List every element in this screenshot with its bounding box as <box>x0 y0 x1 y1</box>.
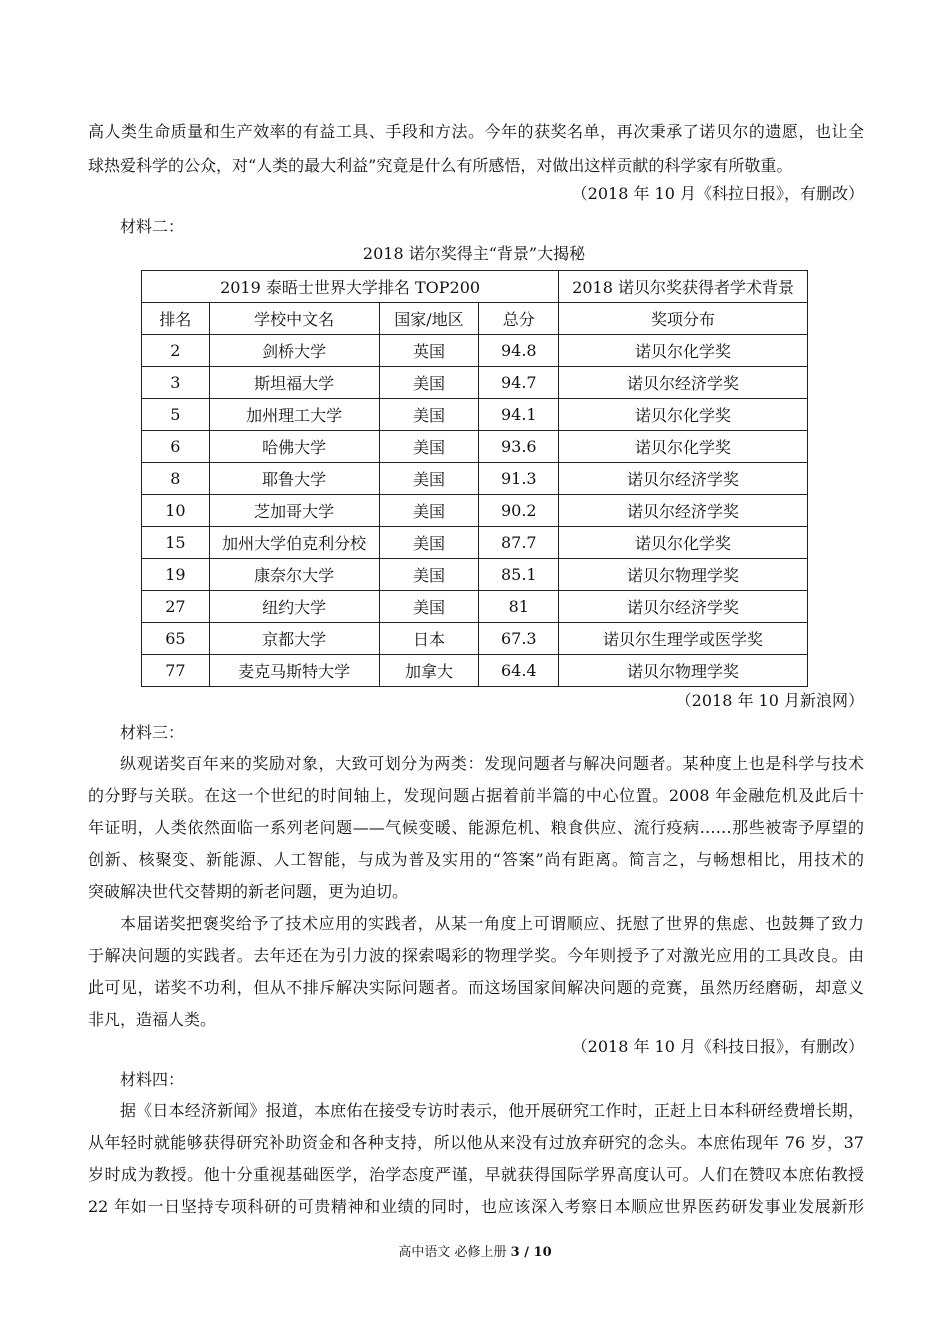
table-row <box>142 367 808 399</box>
award-cell: 诺贝尔生理学或医学奖 <box>559 623 808 655</box>
ranking-table <box>141 270 808 687</box>
country-cell: 加拿大 <box>379 655 479 687</box>
country-cell: 美国 <box>379 559 479 591</box>
award-cell: 诺贝尔经济学奖 <box>559 463 808 495</box>
rank-cell: 27 <box>142 591 210 623</box>
paragraph-line: 非凡，造福人类。 <box>88 1010 217 1029</box>
page-number: 3 / 10 <box>510 1245 552 1260</box>
school-cell: 剑桥大学 <box>209 335 379 367</box>
school-cell: 芝加哥大学 <box>209 495 379 527</box>
material-3-label: 材料三： <box>120 723 185 742</box>
column-header: 国家/地区 <box>379 303 479 335</box>
paragraph-line: 年证明，人类依然面临一系列老问题——气候变暖、能源危机、粮食供应、流行疫病……那些被寄予厚望的 <box>88 818 864 837</box>
award-cell: 诺贝尔化学奖 <box>559 527 808 559</box>
score-cell: 94.8 <box>479 335 559 367</box>
rank-cell: 3 <box>142 367 210 399</box>
page-footer <box>0 1244 950 1262</box>
column-header: 排名 <box>142 303 210 335</box>
paragraph-line: 此可见，诺奖不功利，但从不排斥解决实际问题者。而这场国家间解决问题的竞赛，虽然历经磨砺，却意义 <box>88 978 864 997</box>
table-title: 2018 诺尔奖得主“背景”大揭秘 <box>362 244 586 263</box>
table-row <box>142 623 808 655</box>
score-cell: 93.6 <box>479 431 559 463</box>
column-header: 奖项分布 <box>559 303 808 335</box>
rank-cell: 77 <box>142 655 210 687</box>
country-cell: 美国 <box>379 463 479 495</box>
award-cell: 诺贝尔物理学奖 <box>559 559 808 591</box>
school-cell: 康奈尔大学 <box>209 559 379 591</box>
school-cell: 斯坦福大学 <box>209 367 379 399</box>
paragraph-line: 从年轻时就能够获得研究补助资金和各种支持，所以他从来没有过放弃研究的念头。本庶佑现年 76 岁，37 <box>88 1133 864 1152</box>
rank-cell: 10 <box>142 495 210 527</box>
score-cell: 90.2 <box>479 495 559 527</box>
table-group-header-row <box>142 271 808 303</box>
column-header: 学校中文名 <box>209 303 379 335</box>
school-cell: 耶鲁大学 <box>209 463 379 495</box>
school-cell: 纽约大学 <box>209 591 379 623</box>
score-cell: 94.7 <box>479 367 559 399</box>
table-row <box>142 335 808 367</box>
table-row <box>142 431 808 463</box>
rank-cell: 2 <box>142 335 210 367</box>
table-row <box>142 591 808 623</box>
source-citation: （2018 年 10 月新浪网） <box>675 691 864 710</box>
group-header-ranking: 2019 泰晤士世界大学排名 TOP200 <box>142 271 559 303</box>
paragraph-line: 创新、核聚变、新能源、人工智能，与成为普及实用的“答案”尚有距离。简言之，与畅想相比，用技术的 <box>88 850 864 869</box>
source-citation: （2018 年 10 月《科拉日报》，有删改） <box>571 184 864 203</box>
score-cell: 64.4 <box>479 655 559 687</box>
school-cell: 麦克马斯特大学 <box>209 655 379 687</box>
school-cell: 加州大学伯克利分校 <box>209 527 379 559</box>
table-row <box>142 559 808 591</box>
rank-cell: 5 <box>142 399 210 431</box>
table-header-row <box>142 303 808 335</box>
rank-cell: 65 <box>142 623 210 655</box>
paragraph-line: 于解决问题的实践者。去年还在为引力波的探索喝彩的物理学奖。今年则授予了对激光应用的工具改良。由 <box>88 946 864 965</box>
school-cell: 加州理工大学 <box>209 399 379 431</box>
school-cell: 哈佛大学 <box>209 431 379 463</box>
paragraph-line: 的分野与关联。在这一个世纪的时间轴上，发现问题占据着前半篇的中心位置。2008 年金融危机及此后十 <box>88 786 864 805</box>
paragraph-line: 球热爱科学的公众，对“人类的最大利益”究竟是什么有所感悟，对做出这样贡献的科学家有所敬重。 <box>88 156 793 175</box>
country-cell: 美国 <box>379 431 479 463</box>
paragraph-line: 据《日本经济新闻》报道，本庶佑在接受专访时表示，他开展研究工作时，正赶上日本科研经费增长期， <box>120 1101 864 1120</box>
paragraph-line: 高人类生命质量和生产效率的有益工具、手段和方法。今年的获奖名单，再次秉承了诺贝尔的遗愿，也让全 <box>88 122 864 141</box>
award-cell: 诺贝尔化学奖 <box>559 431 808 463</box>
group-header-background: 2018 诺贝尔奖获得者学术背景 <box>559 271 808 303</box>
table-row <box>142 495 808 527</box>
award-cell: 诺贝尔物理学奖 <box>559 655 808 687</box>
table-row <box>142 399 808 431</box>
award-cell: 诺贝尔化学奖 <box>559 335 808 367</box>
score-cell: 81 <box>479 591 559 623</box>
country-cell: 日本 <box>379 623 479 655</box>
award-cell: 诺贝尔经济学奖 <box>559 495 808 527</box>
award-cell: 诺贝尔化学奖 <box>559 399 808 431</box>
award-cell: 诺贝尔经济学奖 <box>559 367 808 399</box>
material-4-label: 材料四： <box>120 1070 185 1089</box>
paragraph-line: 本届诺奖把褒奖给予了技术应用的实践者，从某一角度上可谓顺应、抚慰了世界的焦虑、也鼓舞了致力 <box>120 914 864 933</box>
country-cell: 美国 <box>379 399 479 431</box>
country-cell: 美国 <box>379 591 479 623</box>
rank-cell: 19 <box>142 559 210 591</box>
table-row <box>142 655 808 687</box>
source-citation: （2018 年 10 月《科技日报》，有删改） <box>571 1037 864 1056</box>
country-cell: 美国 <box>379 527 479 559</box>
rank-cell: 6 <box>142 431 210 463</box>
rank-cell: 15 <box>142 527 210 559</box>
score-cell: 94.1 <box>479 399 559 431</box>
score-cell: 85.1 <box>479 559 559 591</box>
award-cell: 诺贝尔经济学奖 <box>559 591 808 623</box>
column-header: 总分 <box>479 303 559 335</box>
paragraph-line: 纵观诺奖百年来的奖励对象，大致可划分为两类：发现问题者与解决问题者。某种度上也是科学与技术 <box>120 754 864 773</box>
material-2-label: 材料二： <box>120 217 185 236</box>
score-cell: 91.3 <box>479 463 559 495</box>
table-row <box>142 463 808 495</box>
rank-cell: 8 <box>142 463 210 495</box>
country-cell: 美国 <box>379 495 479 527</box>
paragraph-line: 突破解决世代交替期的新老问题，更为迫切。 <box>88 882 409 901</box>
paragraph-line: 22 年如一日坚持专项科研的可贵精神和业绩的同时，也应该深入考察日本顺应世界医药研发事业发展新形 <box>88 1197 864 1216</box>
paragraph-line: 岁时成为教授。他十分重视基础医学，治学态度严谨，早就获得国际学界高度认可。人们在赞叹本庶佑教授 <box>88 1165 864 1184</box>
table-row <box>142 527 808 559</box>
country-cell: 英国 <box>379 335 479 367</box>
country-cell: 美国 <box>379 367 479 399</box>
school-cell: 京都大学 <box>209 623 379 655</box>
score-cell: 67.3 <box>479 623 559 655</box>
score-cell: 87.7 <box>479 527 559 559</box>
footer-text: 高中语文 必修上册 <box>398 1245 507 1260</box>
